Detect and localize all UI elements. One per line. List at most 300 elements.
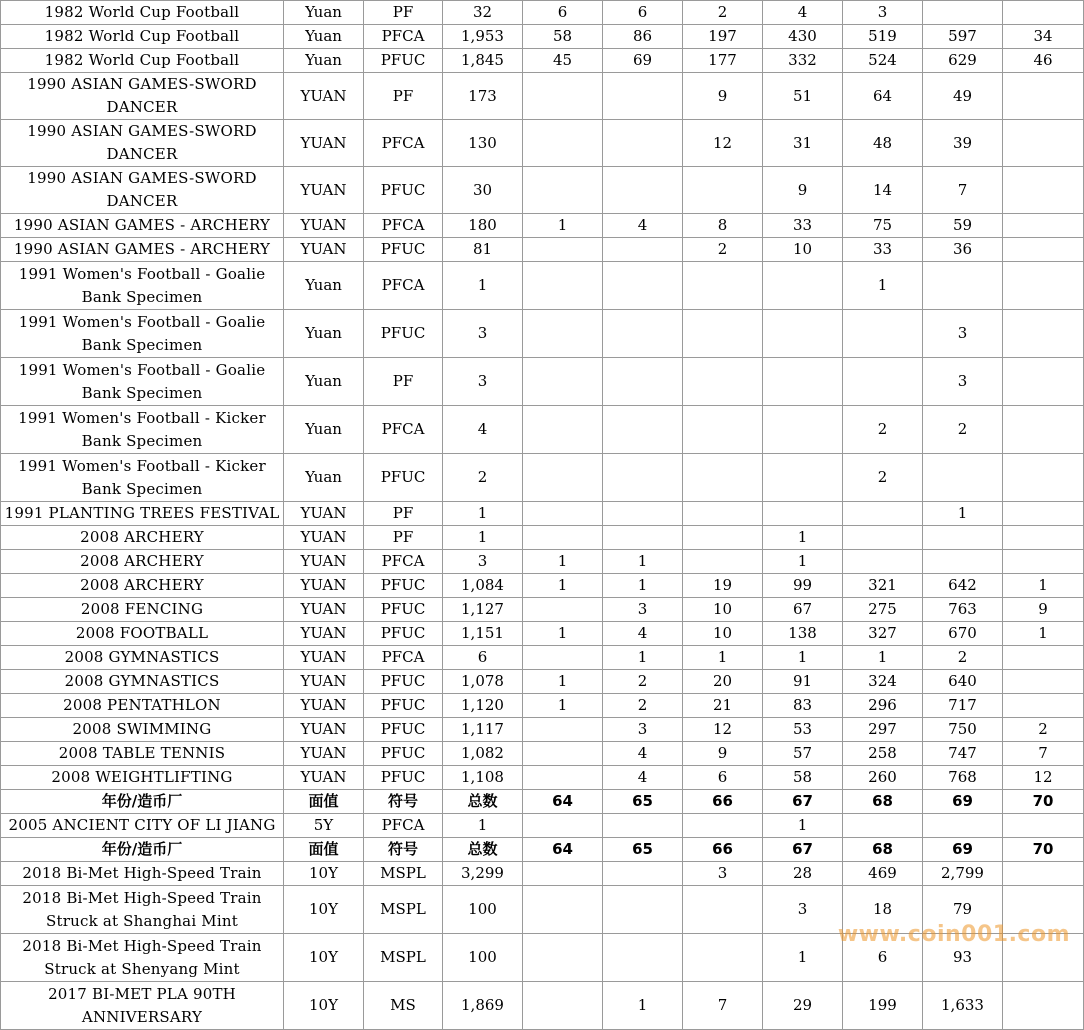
cell-g68: 1: [843, 262, 923, 310]
table-row: [1, 694, 1084, 718]
cell-name: 2005 ANCIENT CITY OF LI JIANG: [1, 814, 284, 838]
cell-g64: [523, 262, 603, 310]
header-cell-g69: 69: [923, 838, 1003, 862]
cell-name: 1990 ASIAN GAMES-SWORD DANCER: [1, 167, 284, 214]
cell-total: 1,845: [443, 49, 523, 73]
cell-name: 1991 Women's Football - Goalie Bank Specimen: [1, 358, 284, 406]
header-cell-g67: 67: [763, 790, 843, 814]
cell-g67: [763, 310, 843, 358]
cell-g66: [683, 262, 763, 310]
census-table-body: [1, 1, 1084, 1030]
cell-g70: 7: [1003, 742, 1084, 766]
cell-denomination: 5Y: [284, 814, 364, 838]
cell-g65: [603, 886, 683, 934]
cell-name: 2008 FOOTBALL: [1, 622, 284, 646]
cell-g70: [1003, 646, 1084, 670]
cell-g67: [763, 502, 843, 526]
cell-g64: [523, 646, 603, 670]
cell-g69: 747: [923, 742, 1003, 766]
cell-g65: [603, 934, 683, 982]
header-cell-g69: 69: [923, 790, 1003, 814]
cell-name: 2008 ARCHERY: [1, 550, 284, 574]
cell-g67: [763, 454, 843, 502]
cell-denomination: YUAN: [284, 167, 364, 214]
cell-g70: [1003, 454, 1084, 502]
cell-g65: 1: [603, 982, 683, 1030]
cell-g70: [1003, 934, 1084, 982]
cell-g69: 640: [923, 670, 1003, 694]
cell-g69: 629: [923, 49, 1003, 73]
cell-g64: 1: [523, 214, 603, 238]
table-row: [1, 358, 1084, 406]
cell-g65: [603, 238, 683, 262]
table-row: [1, 1, 1084, 25]
cell-g65: [603, 262, 683, 310]
cell-g68: 2: [843, 454, 923, 502]
cell-g67: 1: [763, 526, 843, 550]
cell-name: 2018 Bi-Met High-Speed Train Struck at Shenyang Mint: [1, 934, 284, 982]
cell-total: 1: [443, 502, 523, 526]
table-row: [1, 646, 1084, 670]
cell-g68: 321: [843, 574, 923, 598]
cell-g68: 258: [843, 742, 923, 766]
cell-g65: 1: [603, 646, 683, 670]
header-cell-g70: 70: [1003, 838, 1084, 862]
cell-g66: [683, 526, 763, 550]
cell-denomination: Yuan: [284, 358, 364, 406]
cell-grade: MS: [364, 982, 443, 1030]
cell-g66: 197: [683, 25, 763, 49]
cell-g66: 21: [683, 694, 763, 718]
cell-g68: 327: [843, 622, 923, 646]
cell-g67: 138: [763, 622, 843, 646]
header-cell-g64: 64: [523, 790, 603, 814]
cell-g65: 86: [603, 25, 683, 49]
cell-g68: 469: [843, 862, 923, 886]
cell-g64: [523, 814, 603, 838]
cell-total: 3: [443, 358, 523, 406]
cell-g66: 8: [683, 214, 763, 238]
cell-g67: [763, 262, 843, 310]
cell-g70: 1: [1003, 574, 1084, 598]
cell-g69: 39: [923, 120, 1003, 167]
cell-denomination: YUAN: [284, 120, 364, 167]
cell-g65: 4: [603, 742, 683, 766]
cell-g69: [923, 550, 1003, 574]
cell-grade: PF: [364, 1, 443, 25]
table-row: [1, 73, 1084, 120]
cell-g70: [1003, 862, 1084, 886]
cell-name: 2008 ARCHERY: [1, 574, 284, 598]
cell-g70: [1003, 310, 1084, 358]
cell-total: 2: [443, 454, 523, 502]
cell-g70: [1003, 262, 1084, 310]
cell-g68: [843, 526, 923, 550]
cell-g69: 49: [923, 73, 1003, 120]
cell-g69: 750: [923, 718, 1003, 742]
cell-total: 1: [443, 814, 523, 838]
cell-g66: 2: [683, 238, 763, 262]
table-row: [1, 238, 1084, 262]
cell-grade: PFUC: [364, 766, 443, 790]
cell-g64: 6: [523, 1, 603, 25]
cell-g66: 2: [683, 1, 763, 25]
cell-g67: 51: [763, 73, 843, 120]
cell-denomination: YUAN: [284, 214, 364, 238]
cell-denomination: YUAN: [284, 622, 364, 646]
cell-denomination: Yuan: [284, 454, 364, 502]
cell-grade: PFCA: [364, 262, 443, 310]
cell-g68: [843, 814, 923, 838]
cell-denomination: YUAN: [284, 766, 364, 790]
table-row: [1, 886, 1084, 934]
cell-g68: 3: [843, 1, 923, 25]
cell-g64: [523, 502, 603, 526]
cell-grade: PFUC: [364, 49, 443, 73]
cell-g64: [523, 73, 603, 120]
cell-total: 1,108: [443, 766, 523, 790]
cell-g70: [1003, 1, 1084, 25]
cell-g65: [603, 73, 683, 120]
cell-denomination: YUAN: [284, 670, 364, 694]
cell-name: 1982 World Cup Football: [1, 1, 284, 25]
cell-g64: [523, 454, 603, 502]
cell-g64: [523, 886, 603, 934]
cell-g67: 83: [763, 694, 843, 718]
cell-name: 1990 ASIAN GAMES - ARCHERY: [1, 238, 284, 262]
cell-grade: PFUC: [364, 238, 443, 262]
cell-g67: 33: [763, 214, 843, 238]
cell-g70: 2: [1003, 718, 1084, 742]
cell-g69: 2,799: [923, 862, 1003, 886]
cell-name: 1991 Women's Football - Kicker Bank Specimen: [1, 454, 284, 502]
table-row: [1, 718, 1084, 742]
header-cell-g64: 64: [523, 838, 603, 862]
cell-denomination: Yuan: [284, 310, 364, 358]
cell-g67: [763, 358, 843, 406]
cell-g64: [523, 526, 603, 550]
cell-g66: [683, 310, 763, 358]
cell-g65: [603, 120, 683, 167]
cell-g66: [683, 454, 763, 502]
cell-name: 2017 BI-MET PLA 90TH ANNIVERSARY: [1, 982, 284, 1030]
cell-g70: [1003, 526, 1084, 550]
cell-g70: 34: [1003, 25, 1084, 49]
cell-total: 81: [443, 238, 523, 262]
cell-grade: PF: [364, 73, 443, 120]
cell-name: 1991 Women's Football - Goalie Bank Specimen: [1, 310, 284, 358]
cell-g64: 1: [523, 670, 603, 694]
cell-g67: 99: [763, 574, 843, 598]
cell-g66: 6: [683, 766, 763, 790]
cell-g64: [523, 742, 603, 766]
cell-g69: [923, 814, 1003, 838]
cell-name: 2008 WEIGHTLIFTING: [1, 766, 284, 790]
cell-g66: 9: [683, 73, 763, 120]
cell-denomination: YUAN: [284, 73, 364, 120]
header-cell-denomination: 面值: [284, 790, 364, 814]
cell-g70: 9: [1003, 598, 1084, 622]
cell-grade: PFUC: [364, 574, 443, 598]
cell-g64: 1: [523, 694, 603, 718]
cell-denomination: 10Y: [284, 862, 364, 886]
cell-total: 4: [443, 406, 523, 454]
table-row: [1, 862, 1084, 886]
cell-g67: 1: [763, 550, 843, 574]
cell-g64: [523, 862, 603, 886]
cell-grade: PF: [364, 526, 443, 550]
cell-g70: [1003, 502, 1084, 526]
cell-total: 1,082: [443, 742, 523, 766]
cell-g65: [603, 814, 683, 838]
cell-total: 1: [443, 526, 523, 550]
cell-grade: PFCA: [364, 814, 443, 838]
cell-g69: 717: [923, 694, 1003, 718]
cell-g70: [1003, 167, 1084, 214]
cell-grade: PFUC: [364, 310, 443, 358]
cell-g69: 763: [923, 598, 1003, 622]
cell-g66: 9: [683, 742, 763, 766]
cell-total: 1,127: [443, 598, 523, 622]
cell-g70: [1003, 73, 1084, 120]
cell-g69: 36: [923, 238, 1003, 262]
cell-g69: 93: [923, 934, 1003, 982]
cell-total: 30: [443, 167, 523, 214]
cell-g65: 4: [603, 214, 683, 238]
header-cell-name: 年份/造币厂: [1, 790, 284, 814]
cell-g65: 2: [603, 670, 683, 694]
cell-g68: 14: [843, 167, 923, 214]
cell-g65: [603, 310, 683, 358]
cell-g68: 33: [843, 238, 923, 262]
cell-denomination: Yuan: [284, 25, 364, 49]
cell-g69: 642: [923, 574, 1003, 598]
cell-g65: [603, 167, 683, 214]
header-cell-g68: 68: [843, 838, 923, 862]
cell-g68: 324: [843, 670, 923, 694]
cell-g70: 46: [1003, 49, 1084, 73]
cell-g65: [603, 502, 683, 526]
table-row: [1, 502, 1084, 526]
cell-g66: 19: [683, 574, 763, 598]
cell-g66: [683, 167, 763, 214]
cell-g70: [1003, 214, 1084, 238]
cell-g68: 524: [843, 49, 923, 73]
cell-total: 1,869: [443, 982, 523, 1030]
header-cell-total: 总数: [443, 838, 523, 862]
header-cell-total: 总数: [443, 790, 523, 814]
cell-g69: 3: [923, 310, 1003, 358]
cell-denomination: Yuan: [284, 406, 364, 454]
cell-g65: [603, 454, 683, 502]
cell-g64: [523, 120, 603, 167]
cell-grade: PFUC: [364, 718, 443, 742]
cell-g65: [603, 862, 683, 886]
table-row: [1, 622, 1084, 646]
cell-g67: 430: [763, 25, 843, 49]
cell-g68: 6: [843, 934, 923, 982]
cell-grade: PFUC: [364, 694, 443, 718]
cell-g64: [523, 238, 603, 262]
cell-g66: [683, 814, 763, 838]
cell-g66: [683, 934, 763, 982]
cell-denomination: 10Y: [284, 934, 364, 982]
cell-g64: 1: [523, 622, 603, 646]
cell-g69: 1,633: [923, 982, 1003, 1030]
cell-g68: 64: [843, 73, 923, 120]
cell-grade: PF: [364, 502, 443, 526]
cell-g69: 670: [923, 622, 1003, 646]
cell-name: 2008 PENTATHLON: [1, 694, 284, 718]
cell-g64: [523, 310, 603, 358]
cell-g70: [1003, 238, 1084, 262]
cell-g69: 3: [923, 358, 1003, 406]
cell-g64: 45: [523, 49, 603, 73]
cell-denomination: YUAN: [284, 550, 364, 574]
cell-total: 6: [443, 646, 523, 670]
header-cell-g70: 70: [1003, 790, 1084, 814]
header-cell-g65: 65: [603, 790, 683, 814]
table-row: [1, 310, 1084, 358]
table-row: [1, 214, 1084, 238]
header-cell-grade: 符号: [364, 838, 443, 862]
cell-total: 1,120: [443, 694, 523, 718]
cell-g67: 4: [763, 1, 843, 25]
cell-g70: [1003, 670, 1084, 694]
cell-g65: 3: [603, 598, 683, 622]
cell-g64: [523, 934, 603, 982]
cell-name: 1982 World Cup Football: [1, 49, 284, 73]
cell-total: 100: [443, 934, 523, 982]
cell-g66: 3: [683, 862, 763, 886]
cell-denomination: YUAN: [284, 742, 364, 766]
cell-g69: 2: [923, 646, 1003, 670]
cell-g68: 48: [843, 120, 923, 167]
cell-g70: [1003, 814, 1084, 838]
cell-g66: 12: [683, 718, 763, 742]
cell-g64: [523, 167, 603, 214]
cell-grade: PFCA: [364, 214, 443, 238]
cell-g69: 79: [923, 886, 1003, 934]
cell-grade: PF: [364, 358, 443, 406]
cell-total: 32: [443, 1, 523, 25]
cell-g68: 297: [843, 718, 923, 742]
cell-g68: 2: [843, 406, 923, 454]
header-cell-name: 年份/造币厂: [1, 838, 284, 862]
cell-g65: 4: [603, 766, 683, 790]
header-row: [1, 838, 1084, 862]
cell-g69: [923, 262, 1003, 310]
cell-grade: PFUC: [364, 454, 443, 502]
cell-g66: 177: [683, 49, 763, 73]
cell-g69: 1: [923, 502, 1003, 526]
cell-g65: [603, 526, 683, 550]
cell-g67: 10: [763, 238, 843, 262]
cell-total: 180: [443, 214, 523, 238]
cell-name: 1991 Women's Football - Goalie Bank Specimen: [1, 262, 284, 310]
cell-g67: 53: [763, 718, 843, 742]
cell-g66: 12: [683, 120, 763, 167]
table-row: [1, 742, 1084, 766]
table-row: [1, 550, 1084, 574]
table-row: [1, 49, 1084, 73]
header-row: [1, 790, 1084, 814]
cell-g67: 9: [763, 167, 843, 214]
cell-denomination: 10Y: [284, 886, 364, 934]
cell-total: 3,299: [443, 862, 523, 886]
cell-g67: 1: [763, 814, 843, 838]
cell-g68: [843, 502, 923, 526]
cell-name: 2008 SWIMMING: [1, 718, 284, 742]
cell-grade: PFCA: [364, 25, 443, 49]
table-row: [1, 598, 1084, 622]
cell-denomination: Yuan: [284, 262, 364, 310]
cell-total: 3: [443, 310, 523, 358]
cell-grade: PFUC: [364, 622, 443, 646]
cell-g68: 199: [843, 982, 923, 1030]
cell-g70: [1003, 694, 1084, 718]
cell-g68: 75: [843, 214, 923, 238]
cell-g66: 7: [683, 982, 763, 1030]
cell-g64: [523, 982, 603, 1030]
cell-g68: [843, 550, 923, 574]
cell-g68: 519: [843, 25, 923, 49]
cell-g67: 29: [763, 982, 843, 1030]
cell-g64: 1: [523, 574, 603, 598]
cell-g68: 18: [843, 886, 923, 934]
cell-g67: 3: [763, 886, 843, 934]
cell-grade: PFUC: [364, 670, 443, 694]
cell-name: 2018 Bi-Met High-Speed Train Struck at Shanghai Mint: [1, 886, 284, 934]
table-row: [1, 934, 1084, 982]
cell-g66: [683, 358, 763, 406]
cell-name: 2008 TABLE TENNIS: [1, 742, 284, 766]
table-row: [1, 814, 1084, 838]
cell-g64: [523, 598, 603, 622]
cell-g65: [603, 358, 683, 406]
cell-g66: 1: [683, 646, 763, 670]
cell-grade: PFCA: [364, 406, 443, 454]
table-row: [1, 982, 1084, 1030]
cell-g67: 58: [763, 766, 843, 790]
cell-g68: [843, 358, 923, 406]
table-row: [1, 526, 1084, 550]
cell-g69: 2: [923, 406, 1003, 454]
cell-total: 1,117: [443, 718, 523, 742]
header-cell-g66: 66: [683, 790, 763, 814]
header-cell-g68: 68: [843, 790, 923, 814]
cell-g64: 1: [523, 550, 603, 574]
cell-g64: [523, 718, 603, 742]
cell-name: 1991 PLANTING TREES FESTIVAL: [1, 502, 284, 526]
cell-g67: 28: [763, 862, 843, 886]
table-row: [1, 670, 1084, 694]
cell-total: 1,953: [443, 25, 523, 49]
cell-g64: [523, 358, 603, 406]
cell-g64: [523, 766, 603, 790]
cell-denomination: YUAN: [284, 646, 364, 670]
cell-g69: [923, 526, 1003, 550]
cell-g67: 57: [763, 742, 843, 766]
cell-g65: 6: [603, 1, 683, 25]
cell-g68: 275: [843, 598, 923, 622]
cell-grade: MSPL: [364, 886, 443, 934]
table-row: [1, 167, 1084, 214]
cell-g69: 59: [923, 214, 1003, 238]
cell-grade: MSPL: [364, 934, 443, 982]
cell-name: 1991 Women's Football - Kicker Bank Specimen: [1, 406, 284, 454]
cell-g65: 4: [603, 622, 683, 646]
